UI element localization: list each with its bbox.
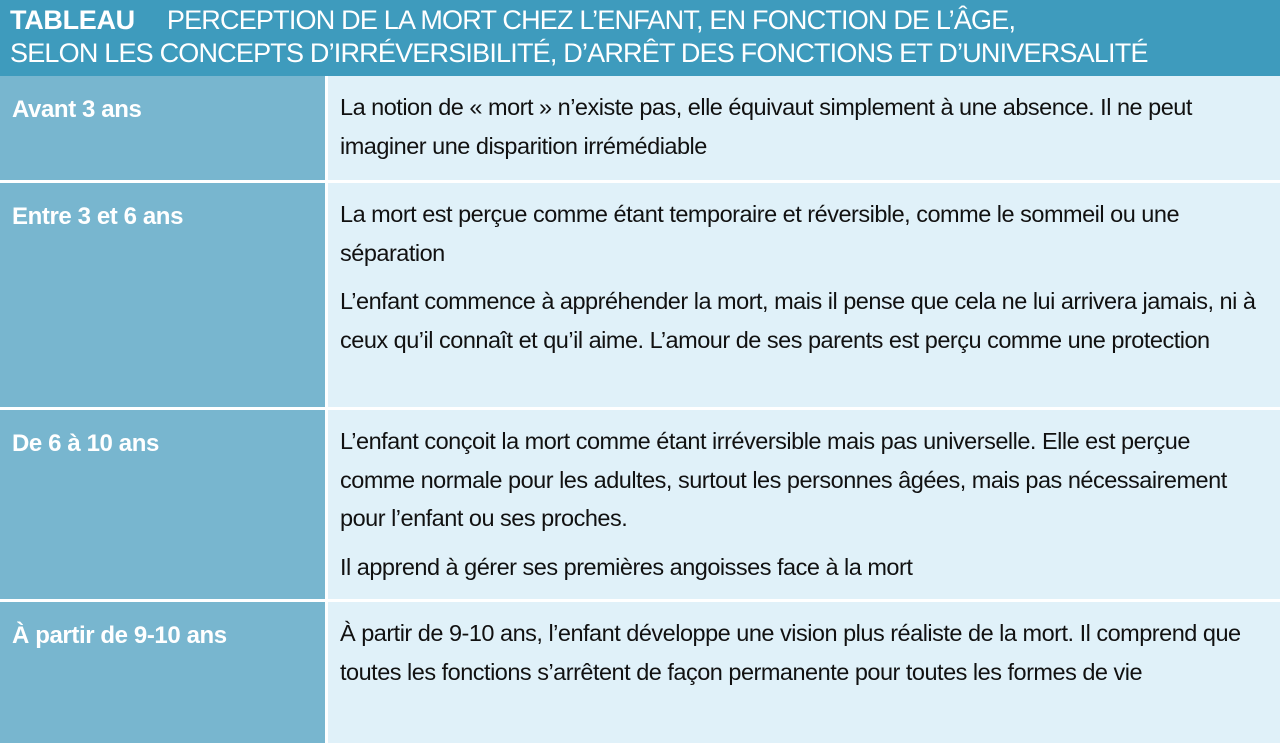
- description-paragraph: À partir de 9-10 ans, l’enfant développe une vision plus réaliste de la mort. Il comprend que toutes les fonctions s’arrêtent de façon permanente pour toutes les formes de vie: [340, 620, 1241, 685]
- table-title-line-1: PERCEPTION DE LA MORT CHEZ L’ENFANT, EN FONCTION DE L’ÂGE,: [166, 5, 1016, 35]
- age-cell: De 6 à 10 ans: [0, 410, 328, 599]
- description-paragraph: La mort est perçue comme étant temporaire et réversible, comme le sommeil ou une séparation: [340, 201, 1180, 266]
- age-cell: Entre 3 et 6 ans: [0, 183, 328, 407]
- age-cell: À partir de 9-10 ans: [0, 602, 328, 743]
- table-row: [0, 183, 1280, 410]
- table-body: [0, 76, 1280, 743]
- table-row: [0, 76, 1280, 183]
- table-title-line-2: SELON LES CONCEPTS D’IRRÉVERSIBILITÉ, D’ARRÊT DES FONCTIONS ET D’UNIVERSALITÉ: [10, 38, 1148, 68]
- table-row: [0, 602, 1280, 743]
- description-paragraph: L’enfant commence à appréhender la mort, mais il pense que cela ne lui arrivera jamais, ni à ceux qu’il connaît et qu’il aime. L’amour de ses parents est perçu comme une protection: [340, 288, 1256, 353]
- description-paragraph: L’enfant conçoit la mort comme étant irréversible mais pas universelle. Elle est perçue comme normale pour les adultes, surtout les personnes âgées, mais pas nécessairement pour l’enfant ou ses proches.: [340, 428, 1227, 531]
- header-line-1: [10, 4, 1270, 37]
- description-cell: [328, 76, 1280, 180]
- description-cell: [328, 183, 1280, 407]
- description-paragraph: La notion de « mort » n’existe pas, elle équivaut simplement à une absence. Il ne peut imaginer une disparition irrémédiable: [340, 94, 1192, 159]
- description-paragraph: Il apprend à gérer ses premières angoisses face à la mort: [340, 553, 913, 580]
- description-cell: [328, 410, 1280, 599]
- table-row: [0, 410, 1280, 602]
- age-cell: Avant 3 ans: [0, 76, 328, 180]
- description-cell: [328, 602, 1280, 743]
- table-header: [0, 0, 1280, 76]
- table-tag: TABLEAU: [10, 5, 135, 35]
